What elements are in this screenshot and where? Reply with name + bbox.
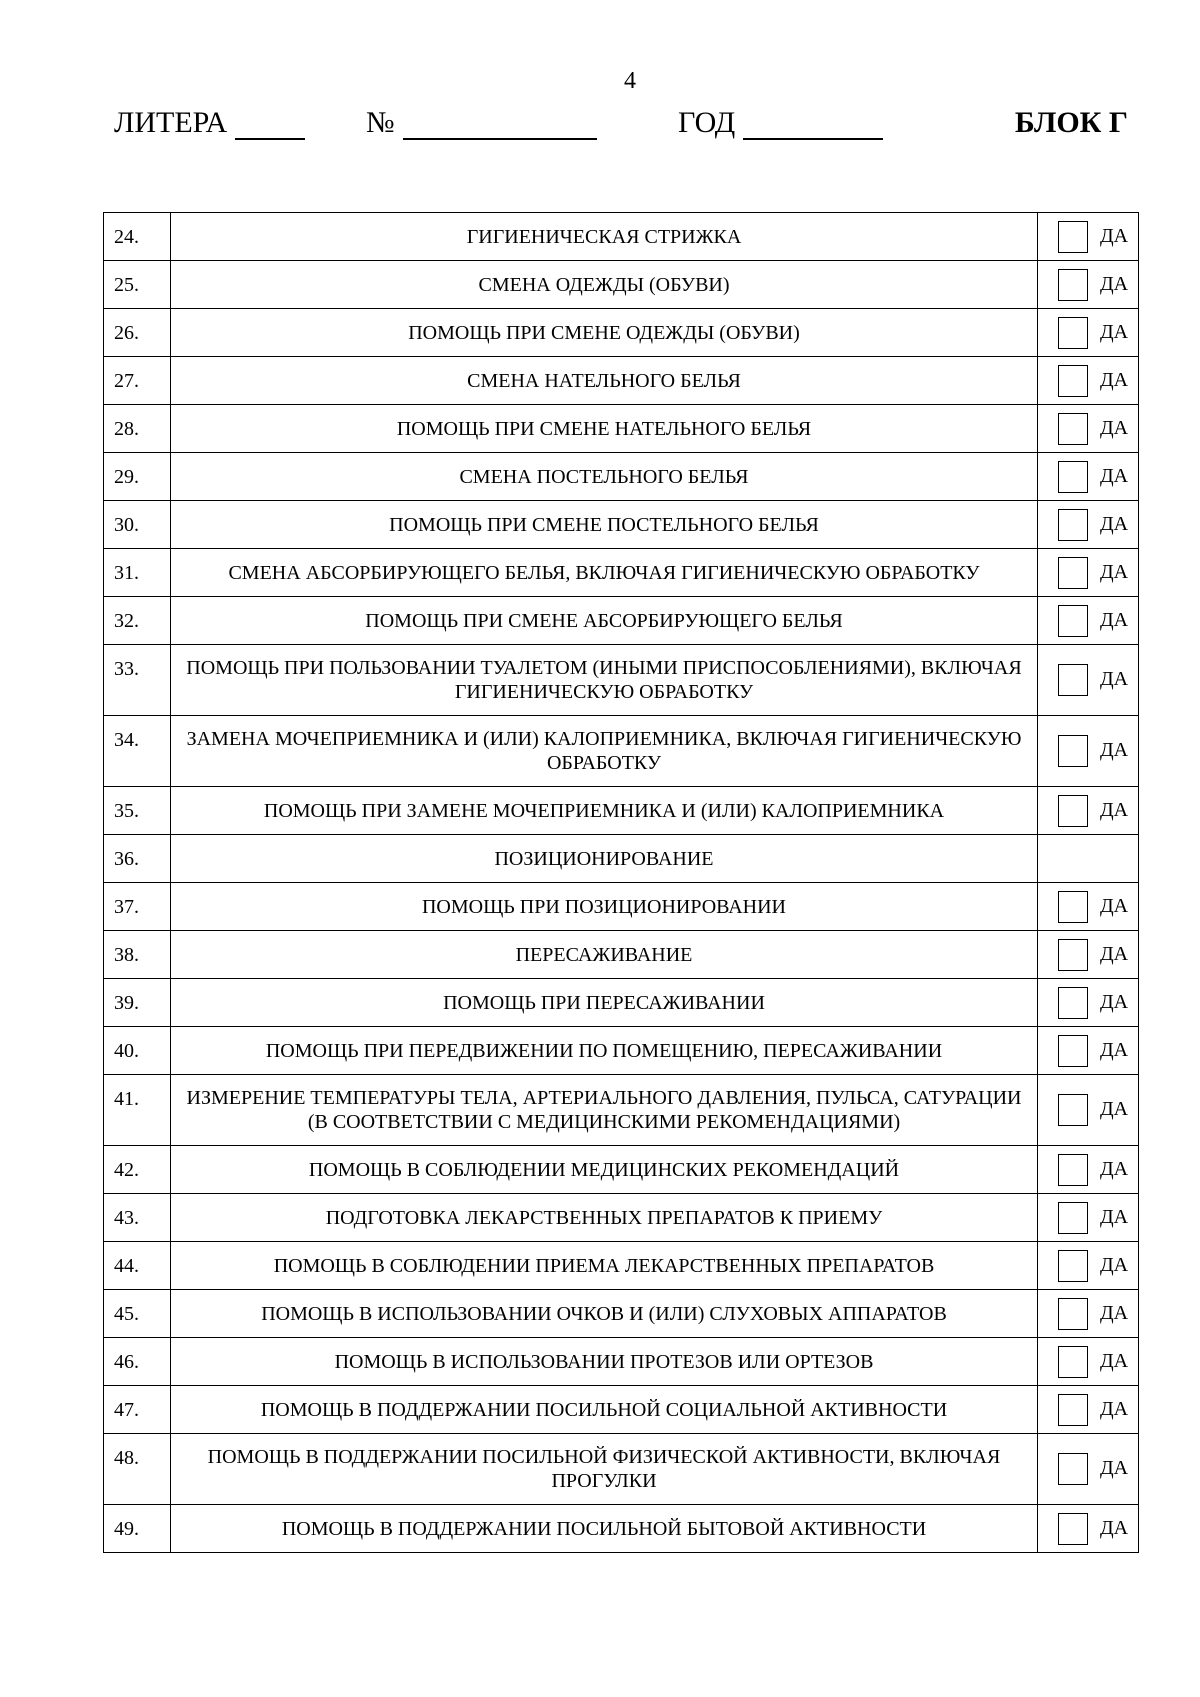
row-number: 41. bbox=[114, 1088, 139, 1110]
yes-label: ДА bbox=[1100, 272, 1129, 295]
service-description: СМЕНА АБСОРБИРУЮЩЕГО БЕЛЬЯ, ВКЛЮЧАЯ ГИГИЕНИЧЕСКУЮ ОБРАБОТКУ bbox=[171, 549, 1038, 597]
answer-cell bbox=[1038, 1027, 1139, 1075]
row-number: 31. bbox=[114, 562, 139, 584]
table-row bbox=[104, 883, 1139, 931]
service-description: ПОМОЩЬ ПРИ СМЕНЕ АБСОРБИРУЮЩЕГО БЕЛЬЯ bbox=[171, 597, 1038, 645]
yes-checkbox[interactable] bbox=[1058, 1154, 1088, 1186]
yes-label: ДА bbox=[1100, 1038, 1129, 1061]
row-number: 38. bbox=[114, 944, 139, 966]
row-number-cell bbox=[104, 979, 171, 1027]
service-description: ПЕРЕСАЖИВАНИЕ bbox=[171, 931, 1038, 979]
block-label: БЛОК Г bbox=[1014, 106, 1128, 139]
yes-label: ДА bbox=[1100, 224, 1129, 247]
row-number-cell bbox=[104, 1075, 171, 1146]
yes-label: ДА bbox=[1100, 1205, 1129, 1228]
table-row bbox=[104, 1290, 1139, 1338]
table-row bbox=[104, 453, 1139, 501]
answer-cell bbox=[1038, 1505, 1139, 1553]
table-row bbox=[104, 787, 1139, 835]
answer-cell bbox=[1038, 405, 1139, 453]
year-label: ГОД bbox=[678, 106, 736, 139]
row-number-cell bbox=[104, 1027, 171, 1075]
service-description: ПОМОЩЬ В ИСПОЛЬЗОВАНИИ ПРОТЕЗОВ ИЛИ ОРТЕЗОВ bbox=[171, 1338, 1038, 1386]
table-row bbox=[104, 309, 1139, 357]
yes-label: ДА bbox=[1100, 990, 1129, 1013]
service-description: ПОДГОТОВКА ЛЕКАРСТВЕННЫХ ПРЕПАРАТОВ К ПРИЕМУ bbox=[171, 1194, 1038, 1242]
yes-checkbox[interactable] bbox=[1058, 365, 1088, 397]
service-description: ПОМОЩЬ В ПОДДЕРЖАНИИ ПОСИЛЬНОЙ ФИЗИЧЕСКОЙ АКТИВНОСТИ, ВКЛЮЧАЯ ПРОГУЛКИ bbox=[171, 1434, 1038, 1505]
table-row bbox=[104, 1075, 1139, 1146]
yes-label: ДА bbox=[1100, 608, 1129, 631]
row-number: 25. bbox=[114, 274, 139, 296]
answer-cell bbox=[1038, 1194, 1139, 1242]
table-row bbox=[104, 835, 1139, 883]
service-description: ПОМОЩЬ В ИСПОЛЬЗОВАНИИ ОЧКОВ И (ИЛИ) СЛУХОВЫХ АППАРАТОВ bbox=[171, 1290, 1038, 1338]
row-number-cell bbox=[104, 1194, 171, 1242]
answer-cell bbox=[1038, 1242, 1139, 1290]
service-description: СМЕНА ПОСТЕЛЬНОГО БЕЛЬЯ bbox=[171, 453, 1038, 501]
row-number-cell bbox=[104, 453, 171, 501]
yes-label: ДА bbox=[1100, 1397, 1129, 1420]
table-row bbox=[104, 1434, 1139, 1505]
yes-checkbox[interactable] bbox=[1058, 1453, 1088, 1485]
yes-checkbox[interactable] bbox=[1058, 413, 1088, 445]
row-number: 44. bbox=[114, 1255, 139, 1277]
row-number: 30. bbox=[114, 514, 139, 536]
answer-cell bbox=[1038, 645, 1139, 716]
yes-checkbox[interactable] bbox=[1058, 1394, 1088, 1426]
row-number: 39. bbox=[114, 992, 139, 1014]
yes-label: ДА bbox=[1100, 1098, 1129, 1120]
yes-label: ДА bbox=[1100, 1253, 1129, 1276]
yes-label: ДА bbox=[1100, 512, 1129, 535]
yes-checkbox[interactable] bbox=[1058, 1250, 1088, 1282]
row-number-cell bbox=[104, 1290, 171, 1338]
table-row bbox=[104, 261, 1139, 309]
row-number: 40. bbox=[114, 1040, 139, 1062]
service-description: ГИГИЕНИЧЕСКАЯ СТРИЖКА bbox=[171, 213, 1038, 261]
row-number: 29. bbox=[114, 466, 139, 488]
yes-label: ДА bbox=[1100, 1157, 1129, 1180]
table-row bbox=[104, 405, 1139, 453]
yes-checkbox[interactable] bbox=[1058, 221, 1088, 253]
answer-cell bbox=[1038, 309, 1139, 357]
row-number-cell bbox=[104, 405, 171, 453]
yes-checkbox[interactable] bbox=[1058, 664, 1088, 696]
row-number: 26. bbox=[114, 322, 139, 344]
number-input-line[interactable] bbox=[403, 108, 597, 140]
yes-label: ДА bbox=[1100, 942, 1129, 965]
answer-cell bbox=[1038, 787, 1139, 835]
yes-checkbox[interactable] bbox=[1058, 1094, 1088, 1126]
yes-checkbox[interactable] bbox=[1058, 557, 1088, 589]
row-number-cell bbox=[104, 357, 171, 405]
service-description: СМЕНА НАТЕЛЬНОГО БЕЛЬЯ bbox=[171, 357, 1038, 405]
row-number-cell bbox=[104, 1242, 171, 1290]
row-number-cell bbox=[104, 261, 171, 309]
yes-checkbox[interactable] bbox=[1058, 1298, 1088, 1330]
yes-label: ДА bbox=[1100, 1349, 1129, 1372]
row-number: 42. bbox=[114, 1159, 139, 1181]
answer-cell bbox=[1038, 1075, 1139, 1146]
yes-checkbox[interactable] bbox=[1058, 891, 1088, 923]
page-number: 4 bbox=[624, 68, 636, 94]
row-number-cell bbox=[104, 501, 171, 549]
table-row bbox=[104, 501, 1139, 549]
row-number-cell bbox=[104, 883, 171, 931]
year-input-line[interactable] bbox=[743, 108, 883, 140]
row-number: 34. bbox=[114, 729, 139, 751]
service-description: ПОМОЩЬ В ПОДДЕРЖАНИИ ПОСИЛЬНОЙ СОЦИАЛЬНОЙ АКТИВНОСТИ bbox=[171, 1386, 1038, 1434]
table-row bbox=[104, 1146, 1139, 1194]
row-number: 36. bbox=[114, 848, 139, 870]
yes-label: ДА bbox=[1100, 668, 1129, 690]
yes-checkbox[interactable] bbox=[1058, 605, 1088, 637]
service-description: ПОМОЩЬ В СОБЛЮДЕНИИ МЕДИЦИНСКИХ РЕКОМЕНДАЦИЙ bbox=[171, 1146, 1038, 1194]
service-description: ПОЗИЦИОНИРОВАНИЕ bbox=[171, 835, 1038, 883]
yes-checkbox[interactable] bbox=[1058, 461, 1088, 493]
row-number: 33. bbox=[114, 658, 139, 680]
yes-label: ДА bbox=[1100, 1516, 1129, 1539]
answer-cell bbox=[1038, 501, 1139, 549]
row-number-cell bbox=[104, 309, 171, 357]
table-row bbox=[104, 213, 1139, 261]
answer-cell bbox=[1038, 716, 1139, 787]
yes-label: ДА bbox=[1100, 560, 1129, 583]
yes-checkbox[interactable] bbox=[1058, 1035, 1088, 1067]
row-number-cell bbox=[104, 787, 171, 835]
yes-label: ДА bbox=[1100, 416, 1129, 439]
table-row bbox=[104, 1242, 1139, 1290]
litera-input-line[interactable] bbox=[235, 108, 305, 140]
service-description: ПОМОЩЬ ПРИ ПОЛЬЗОВАНИИ ТУАЛЕТОМ (ИНЫМИ ПРИСПОСОБЛЕНИЯМИ), ВКЛЮЧАЯ ГИГИЕНИЧЕСКУЮ ОБРАБОТКУ bbox=[171, 645, 1038, 716]
answer-cell bbox=[1038, 1434, 1139, 1505]
service-description: ПОМОЩЬ ПРИ ПОЗИЦИОНИРОВАНИИ bbox=[171, 883, 1038, 931]
yes-checkbox[interactable] bbox=[1058, 987, 1088, 1019]
litera-field bbox=[114, 106, 305, 140]
row-number: 27. bbox=[114, 370, 139, 392]
row-number: 49. bbox=[114, 1518, 139, 1540]
row-number: 47. bbox=[114, 1399, 139, 1421]
yes-label: ДА bbox=[1100, 798, 1129, 821]
number-field bbox=[366, 106, 597, 140]
row-number-cell bbox=[104, 1505, 171, 1553]
answer-cell bbox=[1038, 883, 1139, 931]
answer-cell bbox=[1038, 213, 1139, 261]
answer-cell bbox=[1038, 597, 1139, 645]
row-number: 35. bbox=[114, 800, 139, 822]
answer-cell bbox=[1038, 835, 1139, 883]
answer-cell bbox=[1038, 1146, 1139, 1194]
yes-label: ДА bbox=[1100, 739, 1129, 761]
row-number-cell bbox=[104, 1146, 171, 1194]
yes-checkbox[interactable] bbox=[1058, 269, 1088, 301]
row-number-cell bbox=[104, 549, 171, 597]
yes-checkbox[interactable] bbox=[1058, 509, 1088, 541]
row-number: 37. bbox=[114, 896, 139, 918]
table-row bbox=[104, 1505, 1139, 1553]
answer-cell bbox=[1038, 979, 1139, 1027]
table-row bbox=[104, 931, 1139, 979]
row-number-cell bbox=[104, 931, 171, 979]
number-label: № bbox=[366, 106, 395, 139]
yes-label: ДА bbox=[1100, 1301, 1129, 1324]
row-number-cell bbox=[104, 645, 171, 716]
yes-checkbox[interactable] bbox=[1058, 1202, 1088, 1234]
services-table-body bbox=[104, 213, 1139, 1553]
row-number-cell bbox=[104, 1434, 171, 1505]
row-number: 45. bbox=[114, 1303, 139, 1325]
yes-checkbox[interactable] bbox=[1058, 735, 1088, 767]
row-number: 28. bbox=[114, 418, 139, 440]
row-number: 46. bbox=[114, 1351, 139, 1373]
yes-label: ДА bbox=[1100, 320, 1129, 343]
answer-cell bbox=[1038, 453, 1139, 501]
table-row bbox=[104, 357, 1139, 405]
service-description: ПОМОЩЬ ПРИ ПЕРЕДВИЖЕНИИ ПО ПОМЕЩЕНИЮ, ПЕРЕСАЖИВАНИИ bbox=[171, 1027, 1038, 1075]
row-number: 32. bbox=[114, 610, 139, 632]
service-description: СМЕНА ОДЕЖДЫ (ОБУВИ) bbox=[171, 261, 1038, 309]
table-row bbox=[104, 979, 1139, 1027]
answer-cell bbox=[1038, 931, 1139, 979]
table-row bbox=[104, 549, 1139, 597]
yes-label: ДА bbox=[1100, 1457, 1129, 1479]
row-number-cell bbox=[104, 1338, 171, 1386]
table-row bbox=[104, 597, 1139, 645]
yes-checkbox[interactable] bbox=[1058, 939, 1088, 971]
answer-cell bbox=[1038, 261, 1139, 309]
service-description: ПОМОЩЬ ПРИ ЗАМЕНЕ МОЧЕПРИЕМНИКА И (ИЛИ) КАЛОПРИЕМНИКА bbox=[171, 787, 1038, 835]
service-description: ПОМОЩЬ ПРИ СМЕНЕ ОДЕЖДЫ (ОБУВИ) bbox=[171, 309, 1038, 357]
service-description: ПОМОЩЬ В СОБЛЮДЕНИИ ПРИЕМА ЛЕКАРСТВЕННЫХ ПРЕПАРАТОВ bbox=[171, 1242, 1038, 1290]
yes-label: ДА bbox=[1100, 464, 1129, 487]
row-number-cell bbox=[104, 1386, 171, 1434]
table-row bbox=[104, 1194, 1139, 1242]
answer-cell bbox=[1038, 1290, 1139, 1338]
answer-cell bbox=[1038, 549, 1139, 597]
form-header bbox=[114, 106, 1128, 146]
service-description: ПОМОЩЬ ПРИ СМЕНЕ НАТЕЛЬНОГО БЕЛЬЯ bbox=[171, 405, 1038, 453]
yes-checkbox[interactable] bbox=[1058, 1513, 1088, 1545]
answer-cell bbox=[1038, 1338, 1139, 1386]
service-description: ЗАМЕНА МОЧЕПРИЕМНИКА И (ИЛИ) КАЛОПРИЕМНИКА, ВКЛЮЧАЯ ГИГИЕНИЧЕСКУЮ ОБРАБОТКУ bbox=[171, 716, 1038, 787]
table-row bbox=[104, 645, 1139, 716]
row-number: 24. bbox=[114, 226, 139, 248]
service-description: ПОМОЩЬ В ПОДДЕРЖАНИИ ПОСИЛЬНОЙ БЫТОВОЙ АКТИВНОСТИ bbox=[171, 1505, 1038, 1553]
service-description: ПОМОЩЬ ПРИ ПЕРЕСАЖИВАНИИ bbox=[171, 979, 1038, 1027]
row-number: 48. bbox=[114, 1447, 139, 1469]
yes-checkbox[interactable] bbox=[1058, 1346, 1088, 1378]
row-number: 43. bbox=[114, 1207, 139, 1229]
litera-label: ЛИТЕРА bbox=[114, 106, 228, 139]
yes-checkbox[interactable] bbox=[1058, 795, 1088, 827]
row-number-cell bbox=[104, 716, 171, 787]
row-number-cell bbox=[104, 835, 171, 883]
yes-label: ДА bbox=[1100, 894, 1129, 917]
table-row bbox=[104, 716, 1139, 787]
answer-cell bbox=[1038, 357, 1139, 405]
service-description: ПОМОЩЬ ПРИ СМЕНЕ ПОСТЕЛЬНОГО БЕЛЬЯ bbox=[171, 501, 1038, 549]
yes-label: ДА bbox=[1100, 368, 1129, 391]
table-row bbox=[104, 1386, 1139, 1434]
table-row bbox=[104, 1338, 1139, 1386]
service-description: ИЗМЕРЕНИЕ ТЕМПЕРАТУРЫ ТЕЛА, АРТЕРИАЛЬНОГО ДАВЛЕНИЯ, ПУЛЬСА, САТУРАЦИИ (В СООТВЕТСТВИИ С МЕДИЦИНСКИМИ РЕКОМЕНДАЦИЯМИ) bbox=[171, 1075, 1038, 1146]
yes-checkbox[interactable] bbox=[1058, 317, 1088, 349]
answer-cell bbox=[1038, 1386, 1139, 1434]
row-number-cell bbox=[104, 597, 171, 645]
table-row bbox=[104, 1027, 1139, 1075]
row-number-cell bbox=[104, 213, 171, 261]
year-field bbox=[678, 106, 883, 140]
services-table bbox=[103, 212, 1139, 1553]
